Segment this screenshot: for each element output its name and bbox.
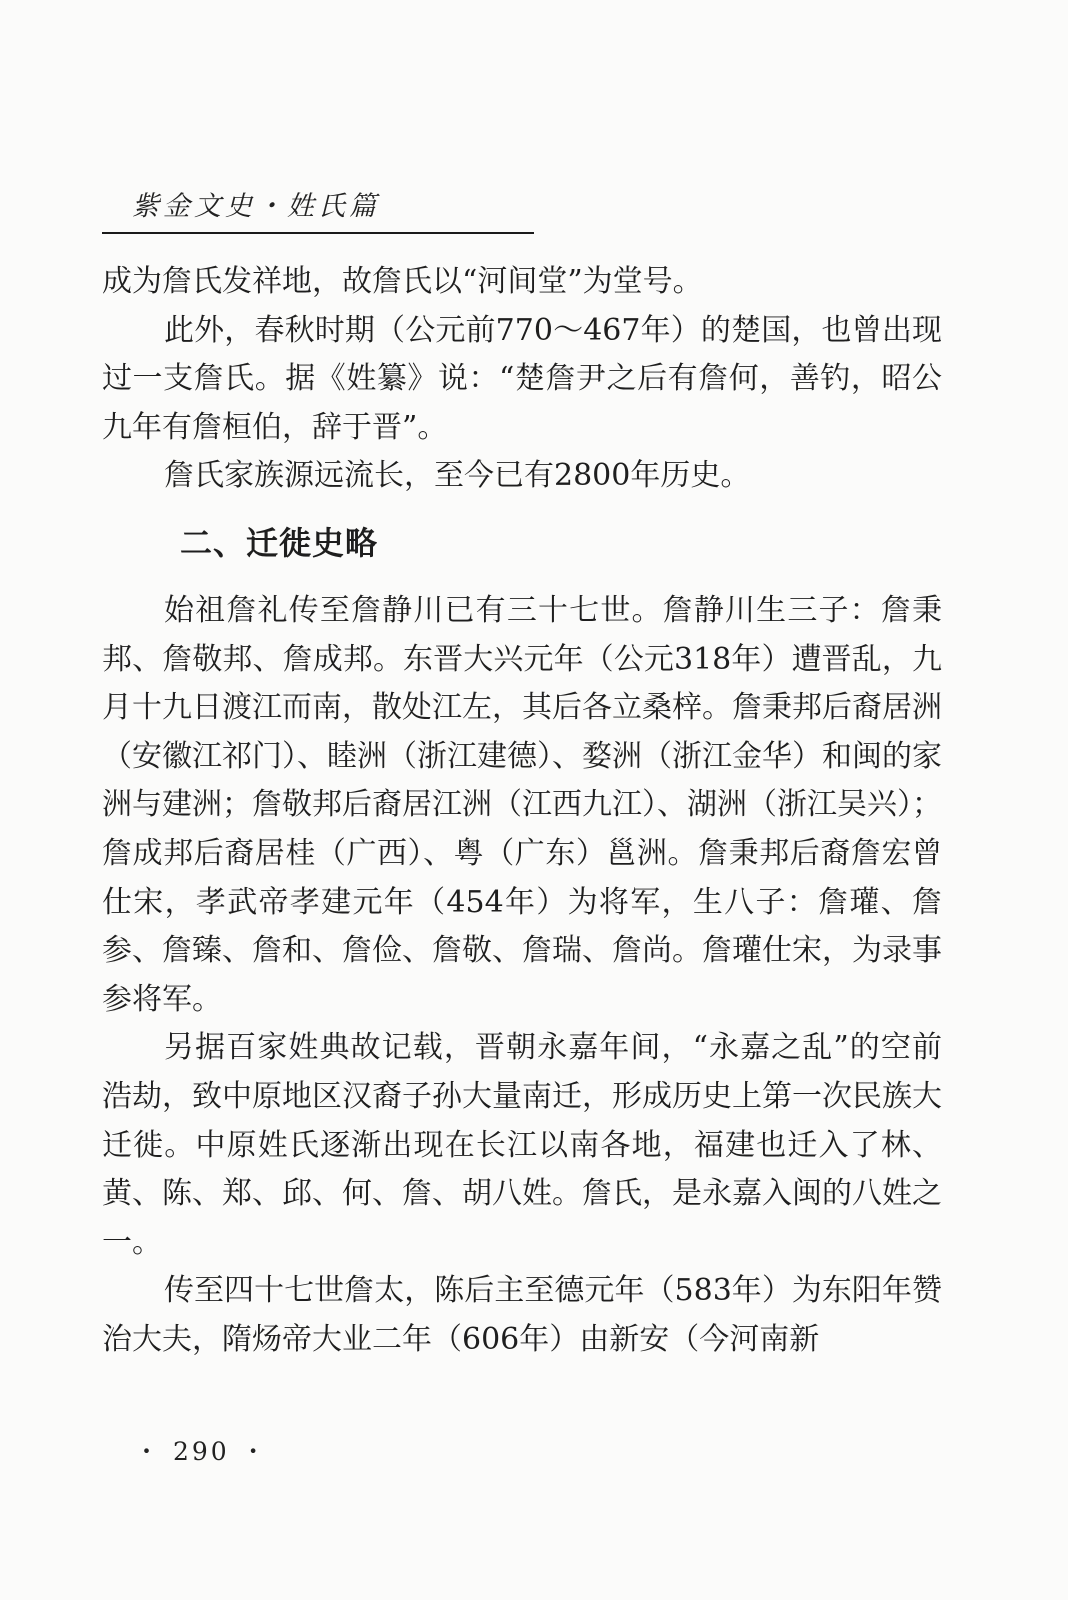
paragraph: 此外，春秋时期（公元前770～467年）的楚国，也曾出现过一支詹氏。据《姓纂》说：“楚詹尹之后有詹何，善钓，昭公九年有詹桓伯，辞于晋”。 <box>102 312 942 445</box>
paragraph: 另据百家姓典故记载，晋朝永嘉年间，“永嘉之乱”的空前浩劫，致中原地区汉裔子孙大量南迁，形成历史上第一次民族大迁徙。中原姓氏逐渐出现在长江以南各地，福建也迁入了林、黄、陈、郑、邱、何、詹、胡八姓。詹氏，是永嘉入闽的八姓之一。 <box>102 1030 942 1260</box>
header-rule <box>102 232 534 234</box>
body-text <box>102 258 942 1364</box>
paragraph: 詹氏家族源远流长，至今已有2800年历史。 <box>164 458 751 494</box>
running-head: 紫金文史・姓氏篇 <box>132 191 380 222</box>
page-number: ・ 290 ・ <box>134 1437 269 1466</box>
section-heading: 二、迁徙史略 <box>180 523 379 562</box>
paragraph: 传至四十七世詹太，陈后主至德元年（583年）为东阳年赞治大夫，隋炀帝大业二年（606年）由新安（今河南新 <box>102 1273 942 1357</box>
paragraph: 始祖詹礼传至詹静川已有三十七世。詹静川生三子：詹秉邦、詹敬邦、詹成邦。东晋大兴元年（公元318年）遭晋乱，九月十九日渡江而南，散处江左，其后各立桑梓。詹秉邦后裔居洲（安徽江祁门）、睦洲（浙江建德）、婺洲（浙江金华）和闽的家洲与建洲；詹敬邦后裔居江洲（江西九江）、湖洲（浙江吴兴）；詹成邦后裔居桂（广西）、粤（广东）邕洲。詹秉邦后裔詹宏曾仕宋，孝武帝孝建元年（454年）为将军，生八子：詹瓘、詹参、詹臻、詹和、詹俭、詹敬、詹瑞、詹尚。詹瓘仕宋，为录事参将军。 <box>102 592 942 1017</box>
paragraph: 成为詹氏发祥地，故詹氏以“河间堂”为堂号。 <box>102 264 703 299</box>
